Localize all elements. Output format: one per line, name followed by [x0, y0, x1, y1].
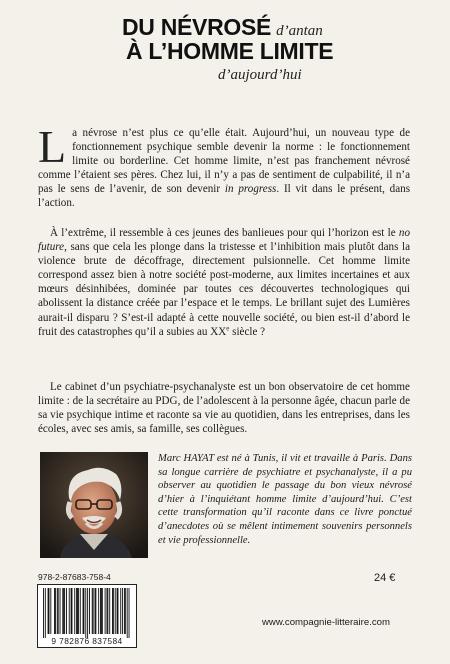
title-suffix-3: d’aujourd’hui: [218, 67, 302, 83]
publisher-website: www.compagnie-litteraire.com: [262, 617, 390, 628]
barcode-bar: [117, 588, 118, 634]
barcode-bar: [49, 588, 50, 634]
barcode-bar: [124, 588, 125, 634]
p2-text-a: À l’extrême, il ressemble à ces jeunes des banlieues pour qui l’horizon est le: [50, 227, 399, 239]
p1-italic: in progress: [224, 183, 277, 196]
isbn: 978-2-87683-758-4: [38, 572, 111, 582]
barcode-bar: [109, 588, 110, 634]
barcode-bar: [87, 588, 88, 638]
bio-city-1: Tunis: [252, 453, 276, 464]
author-name: Marc HAYAT: [158, 453, 214, 464]
barcode-bar: [71, 588, 72, 634]
paragraph-2: [38, 226, 410, 339]
barcode-bar: [89, 588, 90, 634]
p2-text-b: , sans que cela les plonge dans la tristesse et l’inhibition mais plutôt dans la violence brute de décoffrage, directement pulsionnelle. Cet homme limite correspond assez bien à notre société post-moderne, aux limites incertaines et aux mœurs désinhibées, dominée par toutes ces découvertes technologiques qui abolissent la distance créée par l’espace et le temps. Le brillant sujet des Lumières aurait-il disparu ? S’est-il adapté à cette nouvelle société, ou bien est-il d’abord le fruit des catastrophes qu’il a subies au XX: [38, 241, 410, 338]
barcode-bar: [66, 588, 67, 634]
title-line-3: [218, 66, 302, 84]
barcode-bar: [106, 588, 107, 634]
barcode-bar: [57, 588, 58, 634]
barcode-bar: [77, 588, 78, 634]
barcode-bar: [95, 588, 96, 634]
barcode-bar: [80, 588, 81, 634]
barcode-bar: [83, 588, 84, 634]
p2-text-c: siècle ?: [229, 325, 266, 338]
barcode-bar: [58, 588, 59, 634]
author-bio: [158, 452, 412, 547]
barcode-bar: [60, 588, 61, 634]
bio-text-c: . Dans sa longue carrière de psychiatre et psychanalyste, il a pu observer au quotidien le passage du bon vieux névrosé d’hier à l’inquiétant homme limite d’aujourd’hui. C’est cette transformation qu’il raconte dans ce livre ponctué d’anecdotes où se mêlent intimement souvenirs personnels et vie professionnelle.: [158, 453, 412, 546]
barcode-bar: [98, 588, 99, 634]
barcode-bar: [105, 588, 106, 634]
title-main-2: À L’HOMME LIMITE: [126, 38, 334, 64]
price: 24 €: [374, 572, 396, 584]
p2-italic: no future: [38, 227, 410, 254]
barcode-bar: [102, 588, 103, 634]
author-photo: [40, 452, 148, 558]
barcode-bar: [100, 588, 101, 634]
barcode-bar: [85, 588, 86, 638]
p1-text-b: . Il vit dans le présent, dans l’action.: [38, 183, 411, 210]
barcode-bar: [125, 588, 126, 634]
barcode: [37, 584, 137, 648]
title-main-1: DU NÉVROSÉ: [122, 14, 272, 40]
barcode-bar: [64, 588, 65, 634]
barcode-bar: [118, 588, 119, 634]
barcode-bar: [122, 588, 123, 634]
barcode-bar: [43, 588, 44, 638]
barcode-bar: [76, 588, 77, 634]
barcode-bar: [129, 588, 130, 638]
p1-text-a: a névrose n’est plus ce qu’elle était. Aujourd’hui, un nouveau type de fonctionnement psychique semble devenir la norme : le fonctionnement limite ou borderline. Cet homme limite, n’est pas franchement névrosé comme l’étaient ses pères. Chez lui, il n’y a pas de sentiment de culpabilité, il n’a pas le sens de l’avenir, de son devenir: [38, 127, 410, 196]
barcode-bar: [62, 588, 63, 634]
bio-text-a: est né à: [213, 453, 253, 464]
p2-superscript: e: [226, 323, 230, 332]
barcode-bar: [101, 588, 102, 634]
barcode-bar: [78, 588, 79, 634]
barcode-bar: [69, 588, 70, 634]
barcode-bar: [55, 588, 56, 634]
barcode-bar: [113, 588, 114, 634]
barcode-bar: [63, 588, 64, 634]
paragraph-3: Le cabinet d’un psychiatre-psychanalyste est un bon observatoire de cet homme limite : de la secrétaire au PDG, de l’adolescent à la personne âgée, chacun parle de sa vie psychique intime et raconte sa vie au quotidien, dans les entreprises, dans les écoles, avec ses amis, sa famille, ses collègues.: [38, 381, 410, 436]
barcode-bar: [107, 588, 108, 634]
paragraph-1: [38, 121, 411, 211]
barcode-bar: [92, 588, 93, 634]
bio-city-2: Paris: [361, 453, 385, 464]
barcode-bar: [48, 588, 49, 634]
title-line-1: [122, 14, 323, 41]
barcode-bar: [112, 588, 113, 634]
title-line-2: [126, 38, 333, 65]
barcode-bar: [50, 588, 51, 634]
bio-text-b: , il vit et travaille à: [275, 453, 362, 464]
title-suffix-1: d’antan: [276, 23, 323, 39]
barcode-bar: [95, 588, 96, 634]
barcode-bar: [127, 588, 128, 638]
barcode-bar: [45, 588, 46, 638]
author-portrait-image: [40, 452, 148, 558]
barcode-bar: [54, 588, 55, 634]
barcode-bar: [115, 588, 116, 634]
drop-cap: L: [38, 121, 67, 172]
barcode-number: 9 782876 837584: [51, 636, 123, 646]
barcode-bar: [93, 588, 94, 634]
barcode-bar: [72, 588, 73, 634]
barcode-bar: [74, 588, 75, 634]
barcode-bar: [83, 588, 84, 634]
barcode-bar: [120, 588, 121, 634]
